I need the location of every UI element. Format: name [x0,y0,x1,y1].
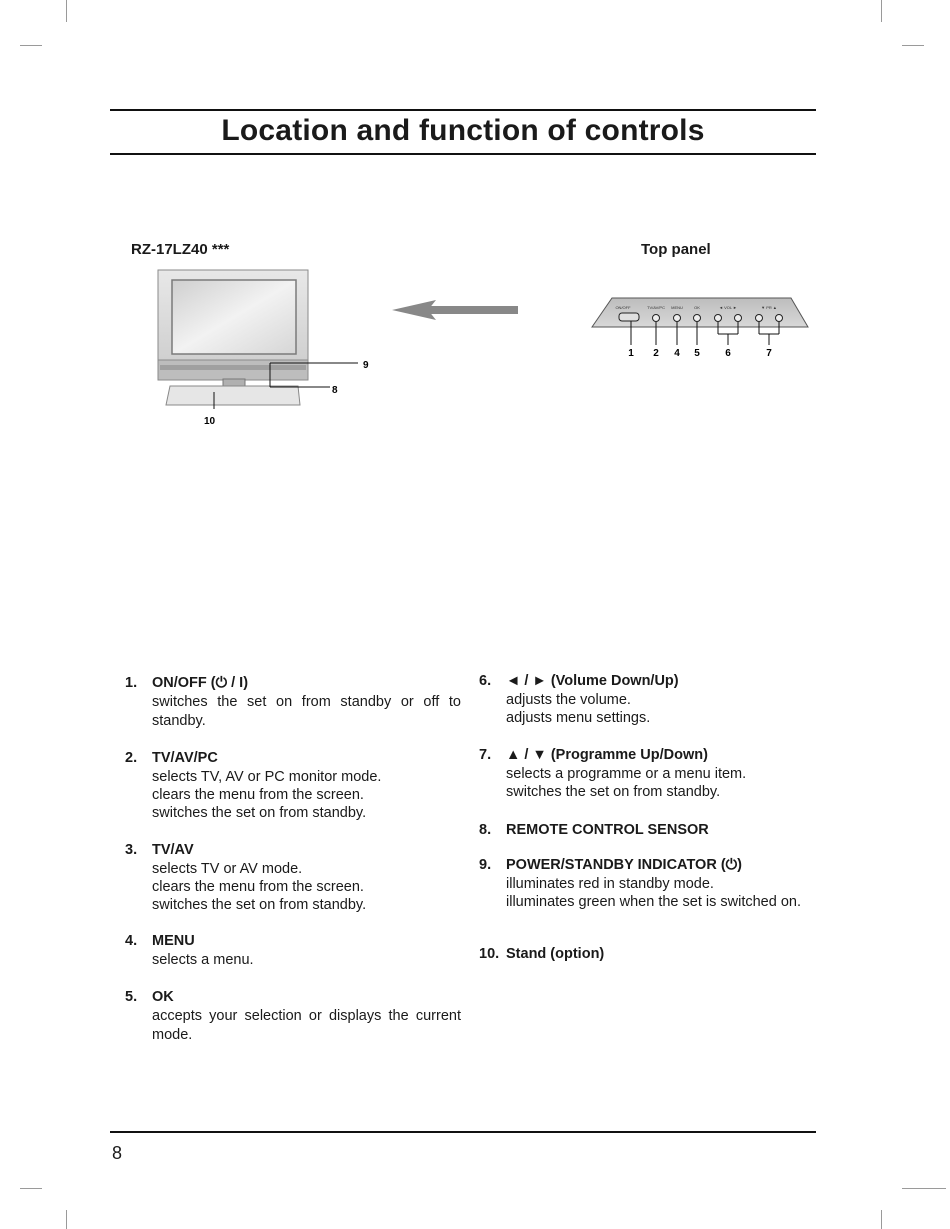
panel-callout: 6 [725,348,731,359]
panel-callout: 1 [628,348,634,359]
panel-button-label: ON/OFF [615,305,631,310]
crop-mark [66,0,67,22]
item-description: switches the set on from standby. [506,784,721,800]
item-description: selects a programme or a menu item. [506,766,747,782]
item-description: illuminates red in standby mode. [506,876,714,892]
title-rule-top [110,109,816,111]
tv-callout: 9 [363,360,369,371]
control-item-4 [125,932,465,972]
item-heading: MENU [152,933,195,949]
control-item-10 [479,945,819,965]
item-description: selects TV or AV mode. [152,861,303,877]
item-description: illuminates green when the set is switched on. [506,894,801,910]
crop-mark [902,1188,946,1189]
top-panel-illustration [586,290,816,370]
vol-up-button [735,315,742,322]
item-description: selects a menu. [152,952,254,968]
tv-callout: 8 [332,385,338,396]
item-number: 6. [479,673,492,689]
item-number: 1. [125,675,138,691]
tv-stand [166,386,300,405]
tv-screen [172,280,296,354]
page-title: Location and function of controls [221,114,705,147]
item-number: 10. [479,946,500,962]
item-heading: TV/AV/PC [152,750,218,766]
title-rule-bottom [110,153,816,155]
tv-illustration [120,262,380,432]
item-description: clears the menu from the screen. [152,787,364,803]
control-item-5 [125,988,465,1048]
item-heading: ON/OFF (⏻ / I) [152,675,249,691]
pr-up-button [776,315,783,322]
item-number: 4. [125,933,138,949]
panel-button-label: OK [694,305,700,310]
item-number: 9. [479,857,492,873]
panel-button-label: TV/AV/PC [647,305,665,310]
crop-mark [20,1188,42,1189]
item-number: 8. [479,822,492,838]
item-description: switches the set on from standby. [152,805,367,821]
control-item-6 [479,672,819,732]
panel-button-label: ◄ VOL ► [719,305,737,310]
control-item-1 [125,674,465,734]
model-label: RZ-17LZ40 *** [131,241,230,258]
pr-down-button [756,315,763,322]
menu-button [674,315,681,322]
item-description: accepts your selection or displays the current mode. [152,1008,461,1043]
item-description: switches the set on from standby. [152,897,367,913]
tv-callout: 10 [204,416,216,427]
on-off-button [619,313,639,321]
item-number: 5. [125,989,138,1005]
item-description: switches the set on from standby or off to standby. [152,694,461,729]
panel-button-label: MENU [671,305,683,310]
crop-mark [881,1210,882,1229]
crop-mark [881,0,882,22]
panel-button-label: ▼ PR ▲ [761,305,777,310]
control-item-7 [479,746,819,806]
arrow-icon [388,297,522,323]
item-number: 3. [125,842,138,858]
item-number: 7. [479,747,492,763]
item-heading: REMOTE CONTROL SENSOR [506,822,709,838]
item-number: 2. [125,750,138,766]
item-heading: ▲ / ▼ (Programme Up/Down) [506,747,708,763]
control-item-9 [479,856,819,936]
item-heading: OK [152,989,174,1005]
crop-mark [20,45,42,46]
footer-rule [110,1131,816,1133]
control-item-2 [125,749,465,829]
top-panel-label: Top panel [641,241,711,258]
control-item-8 [479,821,819,841]
ok-button [694,315,701,322]
control-item-3 [125,841,465,921]
page-number: 8 [112,1143,123,1163]
item-description: selects TV, AV or PC monitor mode. [152,769,382,785]
item-description: adjusts the volume. [506,692,631,708]
panel-callout: 2 [653,348,659,359]
item-description: adjusts menu settings. [506,710,651,726]
item-heading: ◄ / ► (Volume Down/Up) [506,673,679,689]
item-description: clears the menu from the screen. [152,879,364,895]
panel-callout: 4 [674,348,680,359]
item-heading: POWER/STANDBY INDICATOR (⏻) [506,857,742,873]
tv-av-pc-button [653,315,660,322]
crop-mark [902,45,924,46]
panel-callout: 7 [766,348,772,359]
crop-mark [66,1210,67,1229]
vol-down-button [715,315,722,322]
item-heading: TV/AV [152,842,194,858]
panel-callout: 5 [694,348,700,359]
item-heading: Stand (option) [506,946,605,962]
